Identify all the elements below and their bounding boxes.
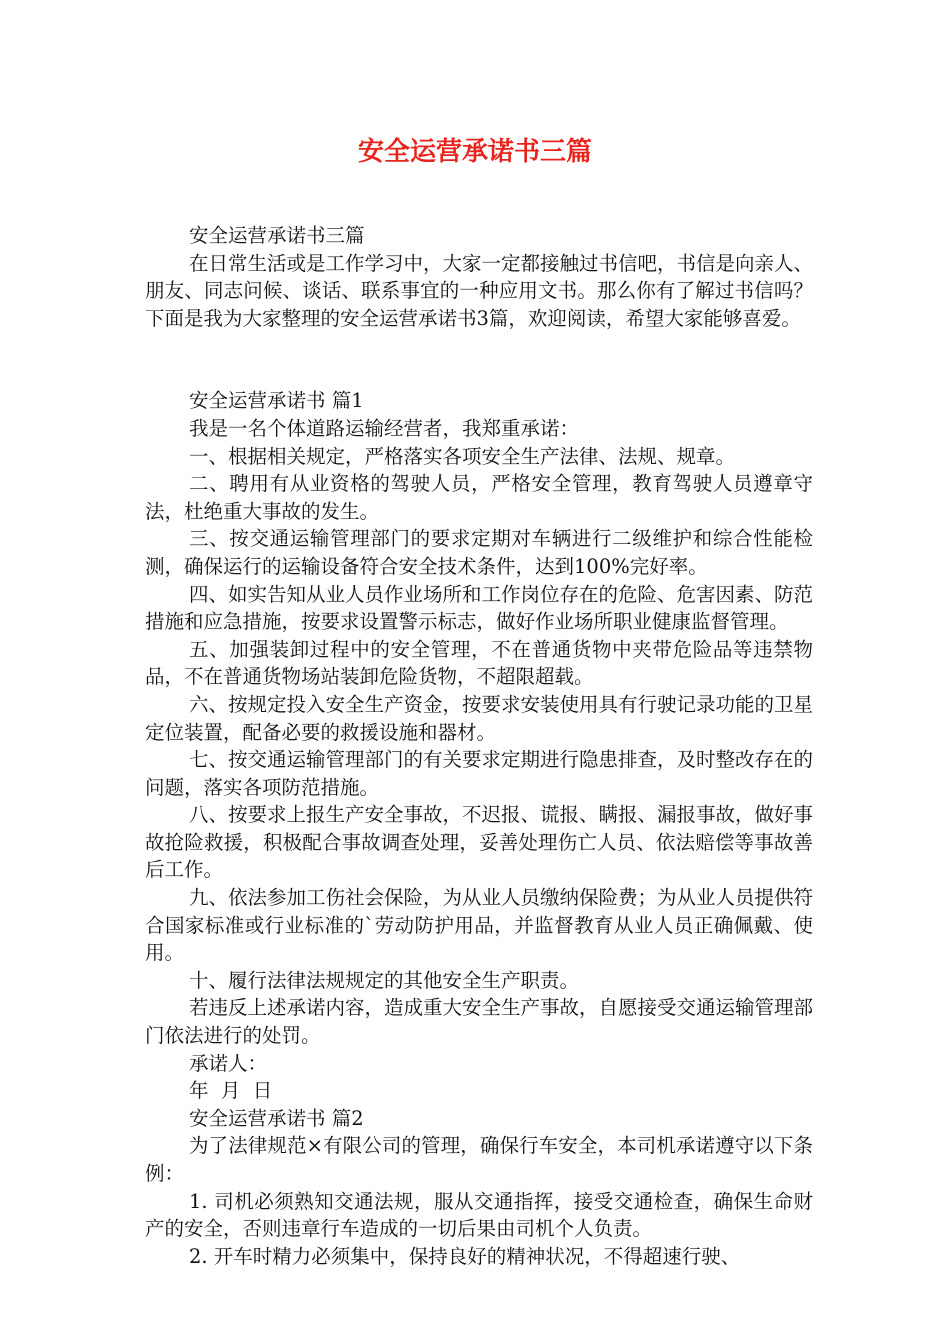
section1-paragraph: 九、依法参加工伤社会保险，为从业人员缴纳保险费；为从业人员提供符合国家标准或行业标准的`劳动防护用品，并监督教育从业人员正确佩戴、使用。 xyxy=(145,886,814,965)
section-spacer xyxy=(145,332,813,387)
section1-paragraph: 三、按交通运输管理部门的要求定期对车辆进行二级维护和综合性能检测，确保运行的运输设备符合安全技术条件，达到100%完好率。 xyxy=(145,527,813,578)
section1-paragraph: 四、如实告知从业人员作业场所和工作岗位存在的危险、危害因素、防范措施和应急措施，按要求设置警示标志，做好作业场所职业健康监督管理。 xyxy=(145,582,814,634)
document-body xyxy=(145,222,813,1270)
section1-paragraph: 七、按交通运输管理部门的有关要求定期进行隐患排查，及时整改存在的问题，落实各项防范措施。 xyxy=(145,748,814,799)
section1-paragraph: 八、按要求上报生产安全事故，不迟报、谎报、瞒报、漏报事故，做好事故抢险救援，积极配合事故调查处理，妥善处理伤亡人员、依法赔偿等事故善后工作。 xyxy=(145,803,814,882)
section1-paragraph: 若违反上述承诺内容，造成重大安全生产事故，自愿接受交通运输管理部门依法进行的处罚。 xyxy=(145,996,814,1048)
section2-paragraph: 1. 司机必须熟知交通法规，服从交通指挥，接受交通检查，确保生命财产的安全，否则违章行车造成的一切后果由司机个人负责。 xyxy=(145,1189,813,1241)
section2-paragraph: 2. 开车时精力必须集中，保持良好的精神状况，不得超速行驶、 xyxy=(189,1244,741,1268)
section1-paragraph: 六、按规定投入安全生产资金，按要求安装使用具有行驶记录功能的卫星定位装置，配备必要的救援设施和器材。 xyxy=(145,692,814,744)
document-title: 安全运营承诺书三篇 xyxy=(357,137,592,167)
section1-heading: 安全运营承诺书 篇1 xyxy=(189,389,364,413)
section1-paragraph: 一、根据相关规定，严格落实各项安全生产法律、法规、规章。 xyxy=(189,444,736,468)
section2-heading: 安全运营承诺书 篇2 xyxy=(189,1106,364,1130)
intro-heading: 安全运营承诺书三篇 xyxy=(189,224,365,247)
intro-paragraph: 在日常生活或是工作学习中，大家一定都接触过书信吧，书信是向亲人、朋友、同志问候、谈话、联系事宜的一种应用文书。那么你有了解过书信吗？下面是我为大家整理的安全运营承诺书3篇，欢迎阅读，希望大家能够喜爱。 xyxy=(145,251,814,330)
section1-paragraph: 十、履行法律法规规定的其他安全生产职责。 xyxy=(189,968,580,992)
section1-paragraph: 我是一名个体道路运输经营者，我郑重承诺： xyxy=(189,416,580,440)
signatory-label: 承诺人： xyxy=(189,1051,268,1075)
section1-paragraph: 二、聘用有从业资格的驾驶人员，严格安全管理，教育驾驶人员遵章守法，杜绝重大事故的发生。 xyxy=(145,472,813,523)
section2-paragraph: 为了法律规范×有限公司的管理，确保行车安全，本司机承诺遵守以下条例： xyxy=(145,1134,813,1185)
section1-paragraph: 五、加强装卸过程中的安全管理，不在普通货物中夹带危险品等违禁物品，不在普通货物场站装卸危险货物，不超限超载。 xyxy=(145,637,813,689)
date-line: 年 月 日 xyxy=(189,1079,273,1103)
